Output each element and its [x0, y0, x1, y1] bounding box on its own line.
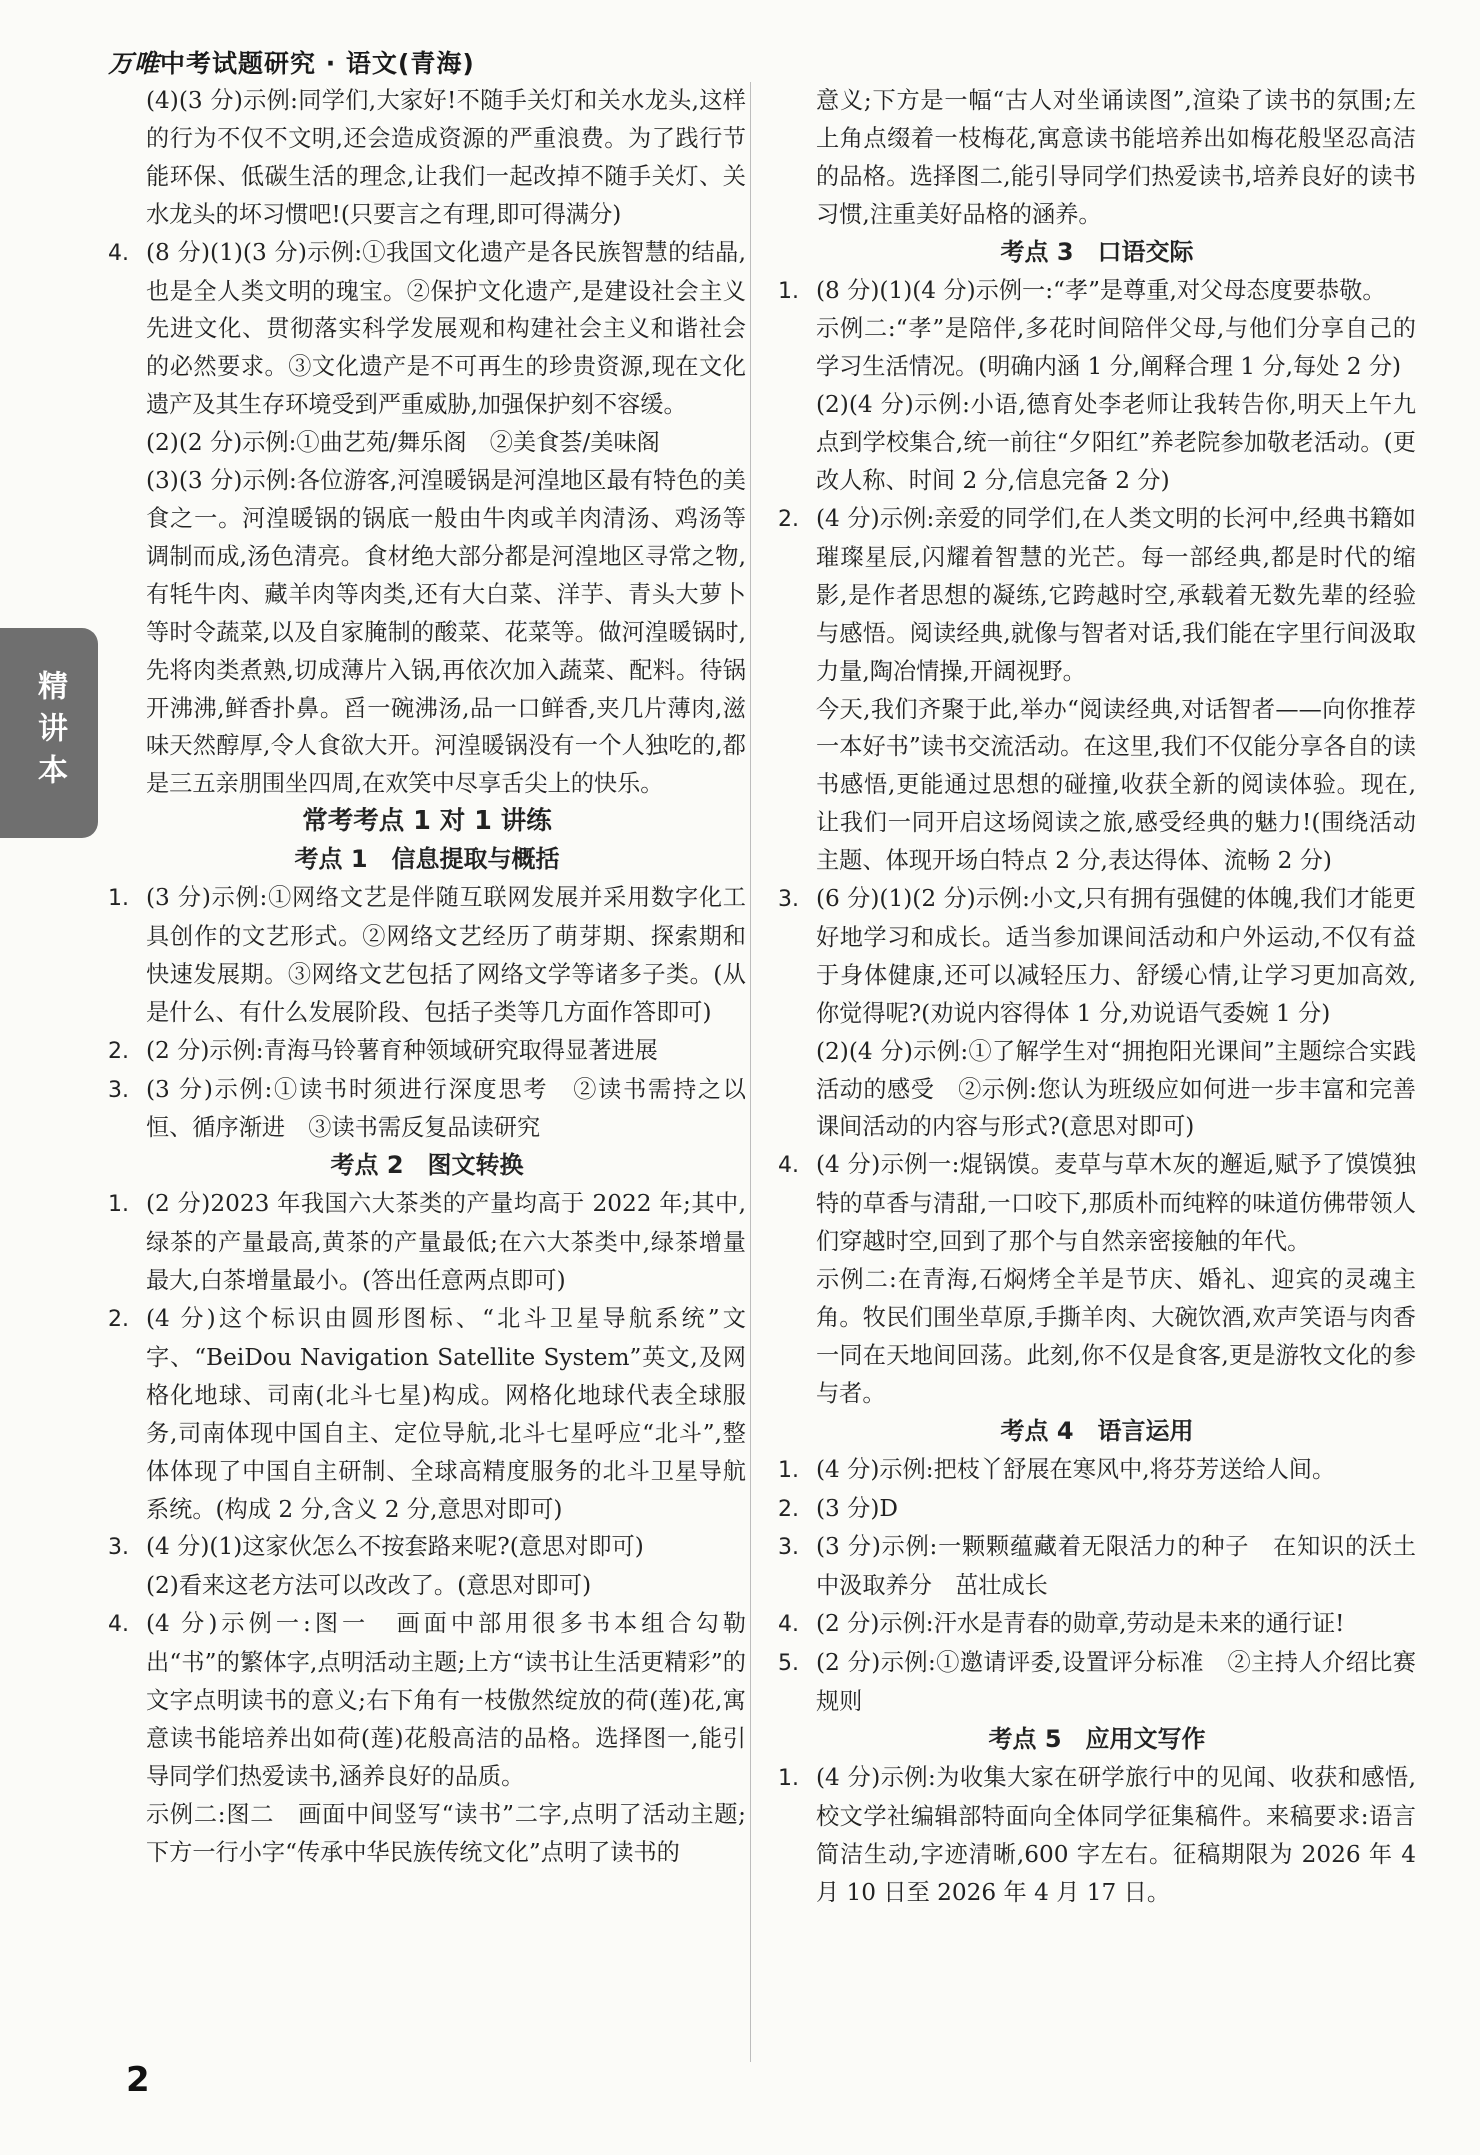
item-text: (4 分)示例一:图一 画面中部用很多书本组合勾勒出“书”的繁体字,点明活动主题;上方“读书让生活更精彩”的文字点明读书的意义;右下角有一枝傲然绽放的荷(莲)花,寓意读书能培养出如荷(莲)花般高洁的品格。选择图一,能引导同学们热爱读书,涵养良好的品质。 — [146, 1610, 746, 1790]
answer-item — [108, 879, 746, 1032]
answer-item — [108, 1071, 746, 1148]
answer-item — [108, 1605, 746, 1796]
item-text: (2 分)示例:青海马铃薯育种领域研究取得显著进展 — [146, 1036, 658, 1064]
item-number: 3. — [108, 1535, 129, 1561]
answer-item — [108, 1032, 746, 1071]
item-text: (4 分)示例:把枝丫舒展在寒风中,将芬芳送给人间。 — [816, 1455, 1336, 1483]
answer-item — [778, 1644, 1416, 1721]
item-number: 1. — [108, 886, 129, 912]
section-heading: 考点 4 语言运用 — [1000, 1416, 1194, 1445]
item-number: 2. — [778, 1496, 799, 1522]
item-number: 2. — [778, 506, 799, 532]
item-number: 3. — [778, 887, 799, 913]
item-number: 4. — [108, 1612, 129, 1638]
item-number: 2. — [108, 1307, 129, 1332]
item-text: (6 分)(1)(2 分)示例:小文,只有拥有强健的体魄,我们才能更好地学习和成长。适当参加课间活动和户外运动,不仅有益于身体健康,还可以减轻压力、舒缓心情,让学习更加高效,你觉得呢?(劝说内容得体 1 分,劝说语气委婉 1 分) — [816, 885, 1416, 1027]
answer-item — [108, 1300, 746, 1528]
answer-text: 示例二:图二 画面中间竖写“读书”二字,点明了活动主题;下方一行小字“传承中华民族传统文化”点明了读书的 — [146, 1800, 746, 1866]
page-header — [108, 44, 475, 80]
item-text: (8 分)(1)(4 分)示例一:“孝”是尊重,对父母态度要恭敬。 — [816, 276, 1386, 304]
item-number: 4. — [778, 1612, 799, 1638]
item-text: (2 分)示例:①邀请评委,设置评分标准 ②主持人介绍比赛规则 — [816, 1649, 1416, 1716]
item-number: 1. — [778, 278, 799, 304]
item-text: (2 分)示例:汗水是青春的勋章,劳动是未来的通行证! — [816, 1610, 1345, 1638]
section-heading: 考点 2 图文转换 — [330, 1151, 524, 1180]
answer-item — [108, 1185, 746, 1300]
item-text: (4 分)示例:亲爱的同学们,在人类文明的长河中,经典书籍如璀璨星辰,闪耀着智慧的光芒。每一部经典,都是时代的缩影,是作者思想的凝练,它跨越时空,承载着无数先辈的经验与感悟。阅读经典,就像与智者对话,我们能在字里行间汲取力量,陶冶情操,开阔视野。 — [816, 504, 1416, 685]
brand-logo: 万唯 — [108, 49, 161, 78]
section-heading: 考点 1 信息提取与概括 — [294, 845, 560, 874]
section-heading: 常考考点 1 对 1 讲练 — [302, 806, 552, 837]
item-text: (4 分)(1)这家伙怎么不按套路来呢?(意思对即可) — [146, 1533, 644, 1561]
answer-item — [778, 1759, 1416, 1912]
item-number: 3. — [778, 1535, 799, 1561]
answer-item — [778, 272, 1416, 311]
item-number: 4. — [778, 1153, 799, 1179]
answer-item — [778, 1605, 1416, 1644]
item-text: (3 分)示例:①网络文艺是伴随互联网发展并采用数字化工具创作的文艺形式。②网络文艺经历了萌芽期、探索期和快速发展期。③网络文艺包括了网络文学等诸多子类。(从是什么、有什么发展阶段、包括子类等几方面作答即可) — [146, 884, 746, 1026]
answer-text: (2)(4 分)示例:①了解学生对“拥抱阳光课间”主题综合实践活动的感受 ②示例:您认为班级应如何进一步丰富和完善课间活动的内容与形式?(意思对即可) — [816, 1037, 1416, 1141]
item-text: (3 分)D — [816, 1494, 898, 1522]
answer-item — [108, 234, 746, 425]
column-divider — [750, 82, 751, 2062]
item-number: 1. — [778, 1457, 799, 1483]
answer-item — [778, 1490, 1416, 1529]
answer-item — [778, 1451, 1416, 1490]
answer-text: (3)(3 分)示例:各位游客,河湟暖锅是河湟地区最有特色的美食之一。河湟暖锅的锅底一般由牛肉或羊肉清汤、鸡汤等调制而成,汤色清亮。食材绝大部分都是河湟地区寻常之物,有牦牛肉、藏羊肉等肉类,还有大白菜、洋芋、青头大萝卜等时令蔬菜,以及自家腌制的酸菜、花菜等。做河湟暖锅时,先将肉类煮熟,切成薄片入锅,再依次加入蔬菜、配料。待锅开沸沸,鲜香扑鼻。舀一碗沸汤,品一口鲜香,夹几片薄肉,滋味天然醇厚,令人食欲大开。河湟暖锅没有一个人独吃的,都是三五亲朋围坐四周,在欢笑中尽享舌尖上的快乐。 — [146, 467, 746, 798]
item-text: (8 分)(1)(3 分)示例:①我国文化遗产是各民族智慧的结晶,也是全人类文明的瑰宝。②保护文化遗产,是建设社会主义先进文化、贯彻落实科学发展观和构建社会主义和谐社会的必然要求。③文化遗产是不可再生的珍贵资源,现在文化遗产及其生存环境受到严重威胁,加强保护刻不容缓。 — [146, 238, 746, 419]
book-title: 中考试题研究 · 语文(青海) — [160, 49, 475, 78]
answer-item — [778, 500, 1416, 691]
item-number: 5. — [778, 1651, 799, 1677]
left-column — [108, 82, 746, 1872]
answer-text: 意义;下方是一幅“古人对坐诵读图”,渲染了读书的氛围;左上角点缀着一枝梅花,寓意读书能培养出如梅花般坚忍高洁的品格。选择图二,能引导同学们热爱读书,培养良好的读书习惯,注重美好品格的涵养。 — [816, 87, 1416, 228]
answer-text: 示例二:在青海,石焖烤全羊是节庆、婚礼、迎宾的灵魂主角。牧民们围坐草原,手撕羊肉、大碗饮酒,欢声笑语与肉香一同在天地间回荡。此刻,你不仅是食客,更是游牧文化的参与者。 — [816, 1266, 1416, 1407]
answer-item — [108, 1528, 746, 1567]
right-column — [778, 82, 1416, 1912]
section-heading: 考点 3 口语交际 — [1000, 237, 1194, 266]
side-tab — [0, 628, 98, 838]
item-text: (4 分)示例一:焜锅馍。麦草与草木灰的邂逅,赋予了馍馍独特的草香与清甜,一口咬下,那质朴而纯粹的味道仿佛带领人们穿越时空,回到了那个与自然亲密接触的年代。 — [816, 1151, 1416, 1256]
answer-text: 示例二:“孝”是陪伴,多花时间陪伴父母,与他们分享自己的学习生活情况。(明确内涵 1 分,阐释合理 1 分,每处 2 分) — [816, 315, 1416, 381]
answer-text: (2)看来这老方法可以改改了。(意思对即可) — [146, 1572, 592, 1600]
side-tab-label: 精讲本 — [32, 670, 67, 796]
item-number: 3. — [108, 1077, 129, 1103]
answer-text: (2)(4 分)示例:小语,德育处李老师让我转告你,明天上午九点到学校集合,统一前往“夕阳红”养老院参加敬老活动。(更改人称、时间 2 分,信息完备 2 分) — [816, 391, 1416, 495]
item-number: 1. — [778, 1765, 799, 1791]
item-text: (2 分)2023 年我国六大茶类的产量均高于 2022 年;其中,绿茶的产量最高,黄茶的产量最低;在六大茶类中,绿茶增量最大,白茶增量最小。(答出任意两点即可) — [146, 1190, 746, 1295]
answer-text: 今天,我们齐聚于此,举办“阅读经典,对话智者——向你推荐一本好书”读书交流活动。在这里,我们不仅能分享各自的读书感悟,更能通过思想的碰撞,收获全新的阅读体验。现在,让我们一同开启这场阅读之旅,感受经典的魅力!(围绕活动主题、体现开场白特点 2 分,表达得体、流畅 2 分) — [816, 695, 1416, 875]
item-number: 1. — [108, 1192, 129, 1218]
answer-text: (2)(2 分)示例:①曲艺苑/舞乐阁 ②美食荟/美味阁 — [146, 429, 660, 457]
item-text: (3 分)示例:一颗颗蕴藏着无限活力的种子 在知识的沃土中汲取养分 茁壮成长 — [816, 1533, 1416, 1600]
item-text: (4 分)这个标识由圆形图标、“北斗卫星导航系统”文字、“BeiDou Navigation Satellite System”英文,及网格化地球、司南(北斗七星)构成。网格化地球代表全球服务,司南体现中国自主、定位导航,北斗七星呼应“北斗”,整体体现了中国自主研制、全球高精度服务的北斗卫星导航系统。(构成 2 分,含义 2 分,意思对即可) — [146, 1305, 746, 1523]
answer-item — [778, 1528, 1416, 1605]
item-text: (3 分)示例:①读书时须进行深度思考 ②读书需持之以恒、循序渐进 ③读书需反复品读研究 — [146, 1075, 746, 1142]
answer-item — [778, 880, 1416, 1033]
page-number: 2 — [126, 2060, 150, 2100]
answer-item — [778, 1146, 1416, 1261]
item-number: 2. — [108, 1038, 129, 1064]
section-heading: 考点 5 应用文写作 — [988, 1724, 1206, 1753]
item-number: 4. — [108, 240, 129, 266]
item-text: (4 分)示例:为收集大家在研学旅行中的见闻、收获和感悟,校文学社编辑部特面向全体同学征集稿件。来稿要求:语言简洁生动,字迹清晰,600 字左右。征稿期限为 2026 年 4 月 10 日至 2026 年 4 月 17 日。 — [816, 1763, 1416, 1906]
answer-text: (4)(3 分)示例:同学们,大家好!不随手关灯和关水龙头,这样的行为不仅不文明,还会造成资源的严重浪费。为了践行节能环保、低碳生活的理念,让我们一起改掉不随手关灯、关水龙头的坏习惯吧!(只要言之有理,即可得满分) — [146, 87, 746, 228]
